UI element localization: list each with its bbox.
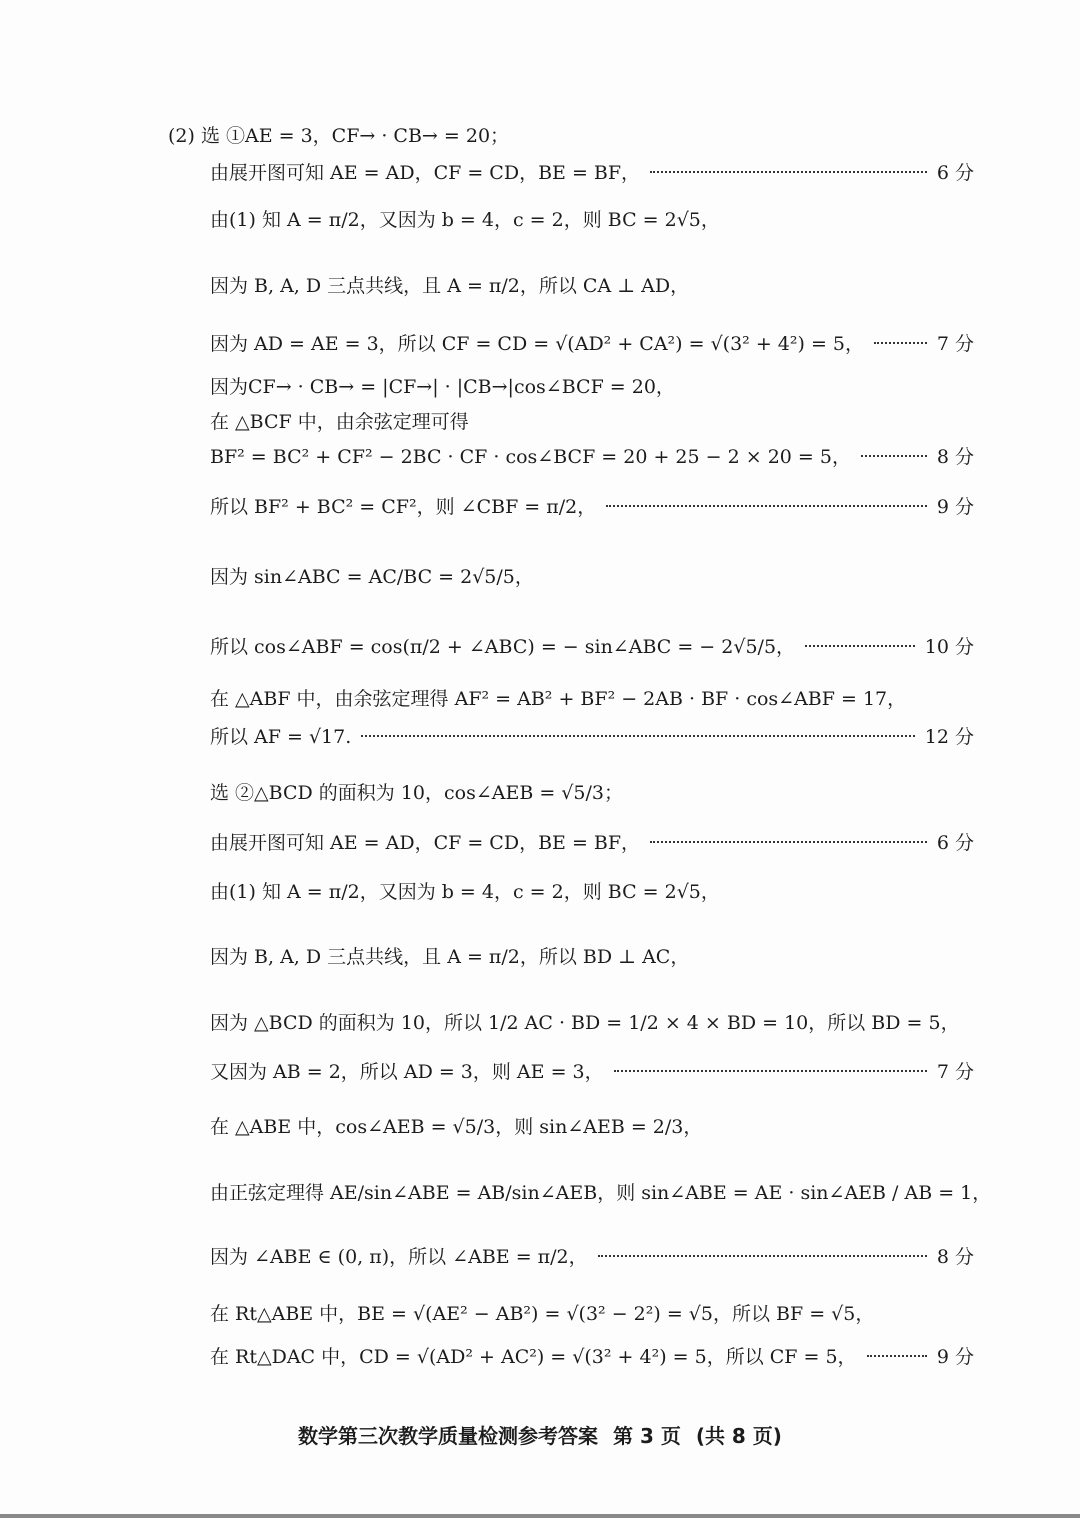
solution-text: 在 △ABF 中，由余弦定理得 AF² = AB² + BF² − 2AB · BF · cos∠ABF = 17，	[210, 688, 907, 710]
solution-text: 因为 △BCD 的面积为 10，所以 1/2 AC · BD = 1/2 × 4 × BD = 10，所以 BD = 5，	[210, 1012, 960, 1034]
solution-line	[210, 778, 974, 805]
score-label: 7 分	[936, 1061, 974, 1083]
score-label: 10 分	[924, 636, 974, 658]
solution-line	[210, 828, 974, 855]
dot-leader	[361, 735, 915, 737]
solution-line	[210, 492, 974, 519]
solution-text: 因为 B, A, D 三点共线，且 A = π/2，所以 BD ⊥ AC，	[210, 946, 690, 968]
solution-text: BF² = BC² + CF² − 2BC · CF · cos∠BCF = 20 + 25 − 2 × 20 = 5，	[210, 446, 851, 468]
solution-text: 因为 sin∠ABC = AC/BC = 2√5/5，	[210, 566, 534, 588]
dot-leader	[861, 455, 927, 457]
dot-leader	[874, 342, 927, 344]
solution-text: 在 △ABE 中，cos∠AEB = √5/3，则 sin∠AEB = 2/3，	[210, 1116, 703, 1138]
solution-text: 由正弦定理得 AE/sin∠ABE = AB/sin∠AEB，则 sin∠ABE = AE · sin∠AEB / AB = 1，	[210, 1182, 992, 1204]
score-label: 12 分	[924, 726, 974, 748]
solution-text: 因为 ∠ABE ∈ (0, π)，所以 ∠ABE = π/2，	[210, 1246, 588, 1268]
solution-line	[210, 1057, 974, 1084]
solution-text: 因为 AD = AE = 3，所以 CF = CD = √(AD² + CA²) = √(3² + 4²) = 5，	[210, 333, 865, 355]
score-label: 7 分	[936, 333, 974, 355]
footer-total-pages: (共 8 页)	[695, 1424, 782, 1448]
footer-page-number: 第 3 页	[613, 1424, 681, 1448]
solution-line	[210, 1242, 974, 1269]
score-label: 9 分	[936, 1346, 974, 1368]
solution-line	[210, 1299, 974, 1326]
dot-leader	[650, 171, 927, 173]
solution-line	[210, 942, 974, 969]
dot-leader	[805, 645, 915, 647]
solution-text: 又因为 AB = 2，所以 AD = 3，则 AE = 3，	[210, 1061, 604, 1083]
dot-leader	[867, 1355, 927, 1357]
dot-leader	[650, 841, 927, 843]
solution-line	[210, 877, 974, 904]
solution-line	[210, 562, 974, 589]
score-label: 6 分	[936, 832, 974, 854]
solution-line	[210, 407, 974, 434]
solution-text: 在 △BCF 中，由余弦定理可得	[210, 411, 469, 433]
solution-text: 选 ②△BCD 的面积为 10，cos∠AEB = √5/3；	[210, 782, 623, 804]
solution-line	[210, 722, 974, 749]
solution-text: 因为CF→ · CB→ = |CF→| · |CB→|cos∠BCF = 20，	[210, 376, 675, 398]
solution-text: 由展开图可知 AE = AD，CF = CD，BE = BF，	[210, 832, 641, 854]
score-label: 9 分	[936, 496, 974, 518]
solution-line	[210, 372, 974, 399]
solution-text: 因为 B, A, D 三点共线，且 A = π/2，所以 CA ⊥ AD，	[210, 275, 690, 297]
solution-line	[210, 442, 974, 469]
solution-line	[210, 158, 974, 185]
solution-line	[210, 632, 974, 659]
solution-text: 所以 BF² + BC² = CF²，则 ∠CBF = π/2，	[210, 496, 597, 518]
solution-text: 由(1) 知 A = π/2，又因为 b = 4，c = 2，则 BC = 2√5，	[210, 881, 720, 903]
solution-line	[210, 329, 974, 356]
solution-text: 所以 AF = √17.	[210, 726, 352, 748]
solution-line	[210, 684, 974, 711]
score-label: 8 分	[936, 1246, 974, 1268]
solution-line	[210, 1008, 974, 1035]
solution-text: 由展开图可知 AE = AD，CF = CD，BE = BF，	[210, 162, 641, 184]
dot-leader	[614, 1070, 927, 1072]
solution-line	[210, 1178, 992, 1205]
solution-text: 由(1) 知 A = π/2，又因为 b = 4，c = 2，则 BC = 2√5，	[210, 209, 720, 231]
solution-text: 在 Rt△ABE 中，BE = √(AE² − AB²) = √(3² − 2²) = √5，所以 BF = √5，	[210, 1303, 875, 1325]
dot-leader	[598, 1255, 927, 1257]
solution-line	[210, 271, 974, 298]
page-footer	[0, 1420, 1080, 1449]
solution-line	[210, 205, 974, 232]
dot-leader	[606, 505, 927, 507]
solution-line	[168, 121, 974, 148]
footer-title: 数学第三次教学质量检测参考答案	[298, 1424, 599, 1448]
solution-line	[210, 1112, 974, 1139]
scan-edge	[0, 1514, 1080, 1518]
solution-text: 在 Rt△DAC 中，CD = √(AD² + AC²) = √(3² + 4²) = 5，所以 CF = 5，	[210, 1346, 857, 1368]
solution-text: 所以 cos∠ABF = cos(π/2 + ∠ABC) = − sin∠ABC = − 2√5/5，	[210, 636, 796, 658]
solution-line	[210, 1342, 974, 1369]
solution-text: (2) 选 ①AE = 3，CF→ · CB→ = 20；	[168, 125, 510, 147]
score-label: 8 分	[936, 446, 974, 468]
score-label: 6 分	[936, 162, 974, 184]
